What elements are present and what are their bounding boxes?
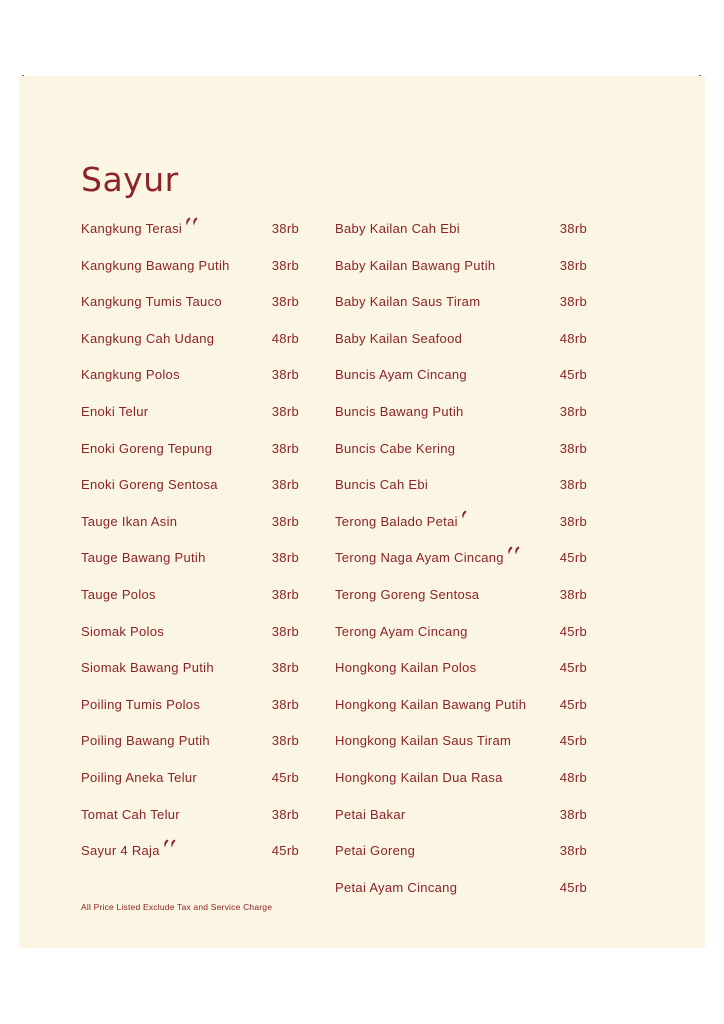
menu-item bbox=[81, 254, 299, 291]
menu-page bbox=[19, 76, 705, 948]
chili-icon bbox=[163, 839, 176, 848]
menu-item bbox=[81, 766, 299, 803]
menu-item-price: 38rb bbox=[271, 550, 299, 566]
menu-item bbox=[81, 583, 299, 620]
menu-item-label: Petai Goreng bbox=[335, 843, 416, 859]
menu-item-label: Kangkung Polos bbox=[81, 367, 180, 383]
menu-item bbox=[335, 546, 587, 583]
menu-item-name bbox=[335, 550, 520, 565]
menu-item-name bbox=[81, 624, 164, 639]
menu-item-price: 38rb bbox=[271, 403, 299, 419]
menu-item bbox=[81, 729, 299, 766]
menu-item-price: 45rb bbox=[559, 733, 587, 749]
menu-item-label: Terong Naga Ayam Cincang bbox=[335, 550, 504, 566]
menu-item bbox=[335, 729, 587, 766]
menu-item-name bbox=[81, 660, 214, 675]
menu-item-label: Kangkung Terasi bbox=[81, 221, 183, 236]
menu-item-name bbox=[81, 587, 156, 602]
menu-item-label: Buncis Cabe Kering bbox=[335, 440, 456, 456]
menu-item bbox=[81, 803, 299, 840]
menu-item-label: Poiling Bawang Putih bbox=[81, 733, 210, 749]
menu-item-price: 45rb bbox=[559, 660, 587, 676]
menu-item bbox=[335, 510, 587, 547]
menu-item-name bbox=[81, 514, 177, 529]
menu-item-price: 45rb bbox=[559, 879, 587, 895]
menu-item-name bbox=[335, 880, 457, 895]
menu-column-left bbox=[81, 217, 299, 876]
menu-item-label: Baby Kailan Saus Tiram bbox=[335, 294, 481, 310]
menu-item bbox=[335, 363, 587, 400]
menu-item bbox=[335, 583, 587, 620]
menu-item-label: Petai Ayam Cincang bbox=[335, 879, 458, 895]
menu-item-name bbox=[335, 624, 468, 639]
menu-item-price: 48rb bbox=[559, 769, 587, 785]
menu-item-label: Enoki Telur bbox=[81, 403, 149, 419]
menu-item-price: 45rb bbox=[271, 769, 299, 785]
menu-item bbox=[335, 656, 587, 693]
menu-item bbox=[81, 620, 299, 657]
menu-item-price: 38rb bbox=[271, 733, 299, 749]
menu-item bbox=[335, 803, 587, 840]
menu-item-price: 38rb bbox=[559, 586, 587, 602]
menu-item bbox=[81, 217, 299, 254]
menu-item bbox=[81, 363, 299, 400]
menu-item-label: Tauge Ikan Asin bbox=[81, 513, 178, 529]
menu-item-label: Sayur 4 Raja bbox=[81, 843, 160, 859]
menu-item-price: 38rb bbox=[559, 257, 587, 273]
menu-item-label: Hongkong Kailan Saus Tiram bbox=[335, 733, 512, 749]
menu-item-label: Siomak Bawang Putih bbox=[81, 660, 214, 676]
menu-item-label: Siomak Polos bbox=[81, 623, 165, 639]
menu-item-label: Poiling Aneka Telur bbox=[81, 769, 198, 785]
menu-item-label: Kangkung Cah Udang bbox=[81, 330, 215, 346]
page-title: Sayur bbox=[81, 160, 179, 199]
menu-item-name bbox=[335, 587, 479, 602]
menu-item-price: 38rb bbox=[271, 806, 299, 822]
menu-item-price: 38rb bbox=[559, 806, 587, 822]
menu-item-label: Baby Kailan Seafood bbox=[335, 330, 463, 346]
menu-item-name bbox=[81, 331, 214, 346]
menu-item bbox=[81, 546, 299, 583]
menu-item bbox=[335, 766, 587, 803]
menu-item bbox=[81, 473, 299, 510]
chili-icon bbox=[507, 546, 520, 555]
menu-item-label: Tauge Bawang Putih bbox=[81, 550, 206, 566]
menu-item-price: 38rb bbox=[271, 623, 299, 639]
menu-item bbox=[81, 839, 299, 876]
menu-item bbox=[335, 437, 587, 474]
menu-item bbox=[81, 656, 299, 693]
menu-item-name bbox=[81, 843, 176, 858]
menu-item-label: Terong Goreng Sentosa bbox=[335, 586, 480, 602]
menu-item-label: Hongkong Kailan Dua Rasa bbox=[335, 769, 503, 785]
menu-item-price: 48rb bbox=[559, 330, 587, 346]
chili-icon bbox=[461, 510, 467, 519]
menu-item bbox=[335, 620, 587, 657]
menu-item-name bbox=[335, 441, 455, 456]
menu-item bbox=[335, 254, 587, 291]
menu-item-name bbox=[81, 441, 212, 456]
menu-item-name bbox=[81, 221, 198, 236]
menu-item-name bbox=[335, 331, 462, 346]
menu-item-price: 38rb bbox=[559, 294, 587, 310]
chili-icon bbox=[185, 217, 198, 226]
menu-item-label: Buncis Bawang Putih bbox=[335, 403, 464, 419]
menu-item-name bbox=[81, 404, 148, 419]
menu-item-name bbox=[335, 514, 467, 529]
menu-item-label: Buncis Ayam Cincang bbox=[335, 367, 467, 383]
menu-item-price: 38rb bbox=[559, 440, 587, 456]
menu-item-price: 45rb bbox=[559, 550, 587, 566]
menu-item-price: 45rb bbox=[559, 367, 587, 383]
menu-item bbox=[335, 400, 587, 437]
menu-item-price: 38rb bbox=[271, 221, 299, 236]
menu-item-price: 38rb bbox=[559, 843, 587, 859]
menu-item-label: Poiling Tumis Polos bbox=[81, 696, 201, 712]
menu-item bbox=[335, 473, 587, 510]
menu-item-label: Hongkong Kailan Bawang Putih bbox=[335, 696, 527, 712]
menu-item-price: 38rb bbox=[271, 367, 299, 383]
menu-item-label: Kangkung Tumis Tauco bbox=[81, 294, 222, 310]
menu-item-label: Baby Kailan Bawang Putih bbox=[335, 257, 496, 273]
menu-item-name bbox=[335, 294, 480, 309]
menu-item-name bbox=[81, 294, 222, 309]
menu-item bbox=[335, 290, 587, 327]
menu-item bbox=[81, 290, 299, 327]
menu-item bbox=[335, 217, 587, 254]
menu-item bbox=[335, 839, 587, 876]
menu-item-price: 38rb bbox=[559, 403, 587, 419]
menu-item-label: Tomat Cah Telur bbox=[81, 806, 180, 822]
menu-item-name bbox=[335, 697, 526, 712]
menu-item-name bbox=[81, 550, 206, 565]
menu-item bbox=[81, 437, 299, 474]
menu-item-label: Petai Bakar bbox=[335, 806, 406, 822]
menu-item-price: 38rb bbox=[271, 696, 299, 712]
menu-item-label: Kangkung Bawang Putih bbox=[81, 257, 230, 273]
menu-item-price: 38rb bbox=[271, 513, 299, 529]
menu-item-label: Enoki Goreng Tepung bbox=[81, 440, 213, 456]
menu-item bbox=[335, 693, 587, 730]
menu-item-name bbox=[335, 770, 503, 785]
menu-item-price: 48rb bbox=[271, 330, 299, 346]
menu-item-name bbox=[81, 733, 210, 748]
menu-item bbox=[81, 510, 299, 547]
menu-item-price: 38rb bbox=[559, 513, 587, 529]
menu-item-name bbox=[81, 807, 180, 822]
menu-item bbox=[335, 876, 587, 913]
menu-item-label: Buncis Cah Ebi bbox=[335, 477, 429, 493]
menu-item-label: Baby Kailan Cah Ebi bbox=[335, 221, 460, 236]
menu-item-name bbox=[335, 843, 415, 858]
menu-item-name bbox=[335, 404, 464, 419]
menu-item-name bbox=[81, 770, 197, 785]
menu-item-name bbox=[335, 367, 467, 382]
menu-item-name bbox=[335, 221, 460, 236]
menu-item-label: Enoki Goreng Sentosa bbox=[81, 477, 218, 493]
menu-item-price: 38rb bbox=[271, 294, 299, 310]
menu-item-name bbox=[81, 258, 230, 273]
menu-item-name bbox=[335, 660, 476, 675]
menu-column-right bbox=[335, 217, 587, 912]
menu-item bbox=[81, 400, 299, 437]
menu-item-price: 38rb bbox=[271, 586, 299, 602]
menu-item-name bbox=[81, 697, 200, 712]
menu-item bbox=[335, 327, 587, 364]
price-footnote: All Price Listed Exclude Tax and Service Charge bbox=[81, 902, 273, 912]
menu-item-label: Terong Balado Petai bbox=[335, 513, 458, 529]
menu-item-name bbox=[335, 477, 428, 492]
menu-item bbox=[81, 693, 299, 730]
menu-item-price: 38rb bbox=[559, 477, 587, 493]
menu-item-label: Terong Ayam Cincang bbox=[335, 623, 468, 639]
menu-item-price: 45rb bbox=[559, 696, 587, 712]
menu-item-price: 38rb bbox=[271, 660, 299, 676]
menu-item-name bbox=[335, 733, 511, 748]
menu-item-label: Hongkong Kailan Polos bbox=[335, 660, 477, 676]
menu-item-name bbox=[81, 477, 218, 492]
menu-item-price: 45rb bbox=[271, 843, 299, 859]
menu-item-price: 45rb bbox=[559, 623, 587, 639]
menu-item-price: 38rb bbox=[271, 477, 299, 493]
menu-item-name bbox=[335, 807, 406, 822]
menu-item-name bbox=[335, 258, 495, 273]
menu-item-price: 38rb bbox=[271, 257, 299, 273]
menu-item-name bbox=[81, 367, 180, 382]
menu-item-label: Tauge Polos bbox=[81, 586, 156, 602]
menu-item-price: 38rb bbox=[559, 221, 587, 236]
menu-item bbox=[81, 327, 299, 364]
menu-item-price: 38rb bbox=[271, 440, 299, 456]
